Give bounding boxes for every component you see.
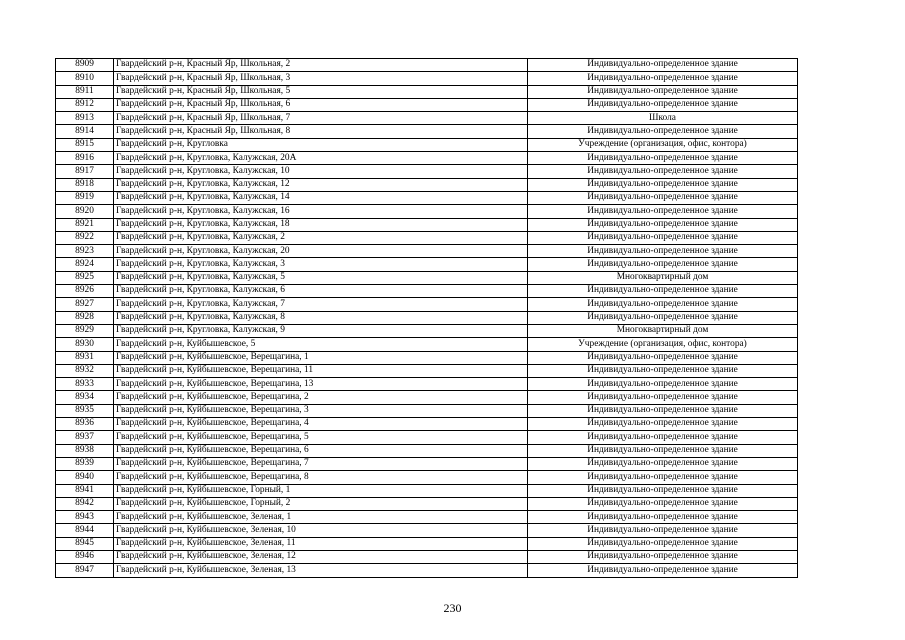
table-row	[56, 351, 798, 364]
table-row	[56, 524, 798, 537]
table-row	[56, 85, 798, 98]
record-number-cell: 8947	[56, 564, 114, 577]
table-row	[56, 497, 798, 510]
table-row	[56, 457, 798, 470]
address-cell: Гвардейский р-н, Куйбышевское, Верещагина, 7	[114, 457, 528, 470]
address-cell: Гвардейский р-н, Куйбышевское, Зеленая, 10	[114, 524, 528, 537]
object-type-cell: Индивидуально-определенное здание	[528, 378, 798, 391]
record-number-cell: 8929	[56, 324, 114, 337]
record-number-cell: 8926	[56, 285, 114, 298]
table-row	[56, 138, 798, 151]
table-row	[56, 471, 798, 484]
record-number-cell: 8942	[56, 497, 114, 510]
record-number-cell: 8914	[56, 125, 114, 138]
record-number-cell: 8913	[56, 112, 114, 125]
address-cell: Гвардейский р-н, Куйбышевское, 5	[114, 338, 528, 351]
object-type-cell: Индивидуально-определенное здание	[528, 457, 798, 470]
object-type-cell: Индивидуально-определенное здание	[528, 218, 798, 231]
object-type-cell: Индивидуально-определенное здание	[528, 524, 798, 537]
address-cell: Гвардейский р-н, Кругловка, Калужская, 2	[114, 231, 528, 244]
record-number-cell: 8920	[56, 205, 114, 218]
address-cell: Гвардейский р-н, Кругловка, Калужская, 20	[114, 245, 528, 258]
object-type-cell: Индивидуально-определенное здание	[528, 404, 798, 417]
object-type-cell: Индивидуально-определенное здание	[528, 564, 798, 577]
address-cell: Гвардейский р-н, Красный Яр, Школьная, 5	[114, 85, 528, 98]
object-type-cell: Индивидуально-определенное здание	[528, 231, 798, 244]
address-cell: Гвардейский р-н, Кругловка, Калужская, 18	[114, 218, 528, 231]
table-row	[56, 59, 798, 72]
object-type-cell: Индивидуально-определенное здание	[528, 471, 798, 484]
object-type-cell: Индивидуально-определенное здание	[528, 511, 798, 524]
address-cell: Гвардейский р-н, Кругловка, Калужская, 8	[114, 311, 528, 324]
object-type-cell: Индивидуально-определенное здание	[528, 351, 798, 364]
address-cell: Гвардейский р-н, Красный Яр, Школьная, 3	[114, 72, 528, 85]
table-row	[56, 298, 798, 311]
table-row	[56, 564, 798, 577]
table-row	[56, 391, 798, 404]
table-row	[56, 311, 798, 324]
table-row	[56, 431, 798, 444]
record-number-cell: 8933	[56, 378, 114, 391]
object-type-cell: Индивидуально-определенное здание	[528, 298, 798, 311]
registry-table-body	[56, 59, 798, 578]
address-cell: Гвардейский р-н, Куйбышевское, Горный, 1	[114, 484, 528, 497]
object-type-cell: Школа	[528, 112, 798, 125]
object-type-cell: Индивидуально-определенное здание	[528, 98, 798, 111]
address-cell: Гвардейский р-н, Куйбышевское, Зеленая, 11	[114, 537, 528, 550]
table-row	[56, 550, 798, 563]
address-cell: Гвардейский р-н, Красный Яр, Школьная, 7	[114, 112, 528, 125]
table-row	[56, 285, 798, 298]
record-number-cell: 8946	[56, 550, 114, 563]
object-type-cell: Индивидуально-определенное здание	[528, 484, 798, 497]
record-number-cell: 8927	[56, 298, 114, 311]
record-number-cell: 8919	[56, 191, 114, 204]
address-cell: Гвардейский р-н, Кругловка, Калужская, 6	[114, 285, 528, 298]
object-type-cell: Индивидуально-определенное здание	[528, 59, 798, 72]
record-number-cell: 8939	[56, 457, 114, 470]
object-type-cell: Учреждение (организация, офис, контора)	[528, 338, 798, 351]
address-cell: Гвардейский р-н, Кругловка	[114, 138, 528, 151]
table-row	[56, 125, 798, 138]
record-number-cell: 8932	[56, 364, 114, 377]
object-type-cell: Индивидуально-определенное здание	[528, 125, 798, 138]
address-cell: Гвардейский р-н, Кругловка, Калужская, 5	[114, 271, 528, 284]
object-type-cell: Индивидуально-определенное здание	[528, 191, 798, 204]
record-number-cell: 8931	[56, 351, 114, 364]
address-cell: Гвардейский р-н, Куйбышевское, Верещагина, 2	[114, 391, 528, 404]
table-row	[56, 245, 798, 258]
object-type-cell: Многоквартирный дом	[528, 271, 798, 284]
address-cell: Гвардейский р-н, Куйбышевское, Зеленая, 13	[114, 564, 528, 577]
address-cell: Гвардейский р-н, Куйбышевское, Верещагина, 4	[114, 418, 528, 431]
object-type-cell: Индивидуально-определенное здание	[528, 550, 798, 563]
object-type-cell: Индивидуально-определенное здание	[528, 311, 798, 324]
address-cell: Гвардейский р-н, Куйбышевское, Верещагина, 3	[114, 404, 528, 417]
table-row	[56, 378, 798, 391]
object-type-cell: Индивидуально-определенное здание	[528, 165, 798, 178]
table-row	[56, 271, 798, 284]
record-number-cell: 8935	[56, 404, 114, 417]
address-cell: Гвардейский р-н, Кругловка, Калужская, 14	[114, 191, 528, 204]
record-number-cell: 8923	[56, 245, 114, 258]
record-number-cell: 8936	[56, 418, 114, 431]
address-cell: Гвардейский р-н, Куйбышевское, Зеленая, 12	[114, 550, 528, 563]
record-number-cell: 8938	[56, 444, 114, 457]
table-row	[56, 72, 798, 85]
object-type-cell: Индивидуально-определенное здание	[528, 178, 798, 191]
table-row	[56, 258, 798, 271]
table-row	[56, 338, 798, 351]
object-type-cell: Индивидуально-определенное здание	[528, 85, 798, 98]
record-number-cell: 8934	[56, 391, 114, 404]
address-cell: Гвардейский р-н, Куйбышевское, Верещагина, 1	[114, 351, 528, 364]
address-cell: Гвардейский р-н, Кругловка, Калужская, 7	[114, 298, 528, 311]
address-cell: Гвардейский р-н, Кругловка, Калужская, 3	[114, 258, 528, 271]
record-number-cell: 8937	[56, 431, 114, 444]
object-type-cell: Индивидуально-определенное здание	[528, 418, 798, 431]
record-number-cell: 8911	[56, 85, 114, 98]
table-row	[56, 152, 798, 165]
record-number-cell: 8909	[56, 59, 114, 72]
address-cell: Гвардейский р-н, Куйбышевское, Верещагина, 8	[114, 471, 528, 484]
object-type-cell: Индивидуально-определенное здание	[528, 364, 798, 377]
address-cell: Гвардейский р-н, Куйбышевское, Горный, 2	[114, 497, 528, 510]
object-type-cell: Индивидуально-определенное здание	[528, 431, 798, 444]
record-number-cell: 8916	[56, 152, 114, 165]
object-type-cell: Индивидуально-определенное здание	[528, 444, 798, 457]
address-cell: Гвардейский р-н, Куйбышевское, Верещагина, 5	[114, 431, 528, 444]
address-cell: Гвардейский р-н, Куйбышевское, Зеленая, 1	[114, 511, 528, 524]
record-number-cell: 8917	[56, 165, 114, 178]
record-number-cell: 8928	[56, 311, 114, 324]
object-type-cell: Учреждение (организация, офис, контора)	[528, 138, 798, 151]
table-row	[56, 364, 798, 377]
record-number-cell: 8925	[56, 271, 114, 284]
object-type-cell: Индивидуально-определенное здание	[528, 258, 798, 271]
address-cell: Гвардейский р-н, Кругловка, Калужская, 12	[114, 178, 528, 191]
record-number-cell: 8945	[56, 537, 114, 550]
table-row	[56, 404, 798, 417]
table-row	[56, 324, 798, 337]
table-row	[56, 537, 798, 550]
record-number-cell: 8943	[56, 511, 114, 524]
record-number-cell: 8910	[56, 72, 114, 85]
address-cell: Гвардейский р-н, Куйбышевское, Верещагина, 13	[114, 378, 528, 391]
record-number-cell: 8922	[56, 231, 114, 244]
address-cell: Гвардейский р-н, Красный Яр, Школьная, 2	[114, 59, 528, 72]
object-type-cell: Индивидуально-определенное здание	[528, 245, 798, 258]
page-number: 230	[443, 601, 462, 615]
registry-table	[55, 58, 798, 578]
table-row	[56, 218, 798, 231]
record-number-cell: 8930	[56, 338, 114, 351]
table-row	[56, 444, 798, 457]
address-cell: Гвардейский р-н, Куйбышевское, Верещагина, 11	[114, 364, 528, 377]
record-number-cell: 8924	[56, 258, 114, 271]
record-number-cell: 8918	[56, 178, 114, 191]
record-number-cell: 8940	[56, 471, 114, 484]
table-row	[56, 418, 798, 431]
object-type-cell: Индивидуально-определенное здание	[528, 497, 798, 510]
table-row	[56, 205, 798, 218]
object-type-cell: Индивидуально-определенное здание	[528, 72, 798, 85]
address-cell: Гвардейский р-н, Куйбышевское, Верещагина, 6	[114, 444, 528, 457]
address-cell: Гвардейский р-н, Красный Яр, Школьная, 8	[114, 125, 528, 138]
object-type-cell: Индивидуально-определенное здание	[528, 391, 798, 404]
address-cell: Гвардейский р-н, Кругловка, Калужская, 20А	[114, 152, 528, 165]
record-number-cell: 8944	[56, 524, 114, 537]
table-row	[56, 178, 798, 191]
object-type-cell: Индивидуально-определенное здание	[528, 205, 798, 218]
object-type-cell: Индивидуально-определенное здание	[528, 537, 798, 550]
address-cell: Гвардейский р-н, Кругловка, Калужская, 9	[114, 324, 528, 337]
table-row	[56, 165, 798, 178]
record-number-cell: 8912	[56, 98, 114, 111]
table-row	[56, 511, 798, 524]
object-type-cell: Индивидуально-определенное здание	[528, 152, 798, 165]
table-row	[56, 98, 798, 111]
record-number-cell: 8921	[56, 218, 114, 231]
table-row	[56, 231, 798, 244]
address-cell: Гвардейский р-н, Кругловка, Калужская, 16	[114, 205, 528, 218]
object-type-cell: Многоквартирный дом	[528, 324, 798, 337]
record-number-cell: 8915	[56, 138, 114, 151]
address-cell: Гвардейский р-н, Кругловка, Калужская, 10	[114, 165, 528, 178]
table-row	[56, 191, 798, 204]
address-cell: Гвардейский р-н, Красный Яр, Школьная, 6	[114, 98, 528, 111]
table-row	[56, 112, 798, 125]
table-row	[56, 484, 798, 497]
object-type-cell: Индивидуально-определенное здание	[528, 285, 798, 298]
record-number-cell: 8941	[56, 484, 114, 497]
